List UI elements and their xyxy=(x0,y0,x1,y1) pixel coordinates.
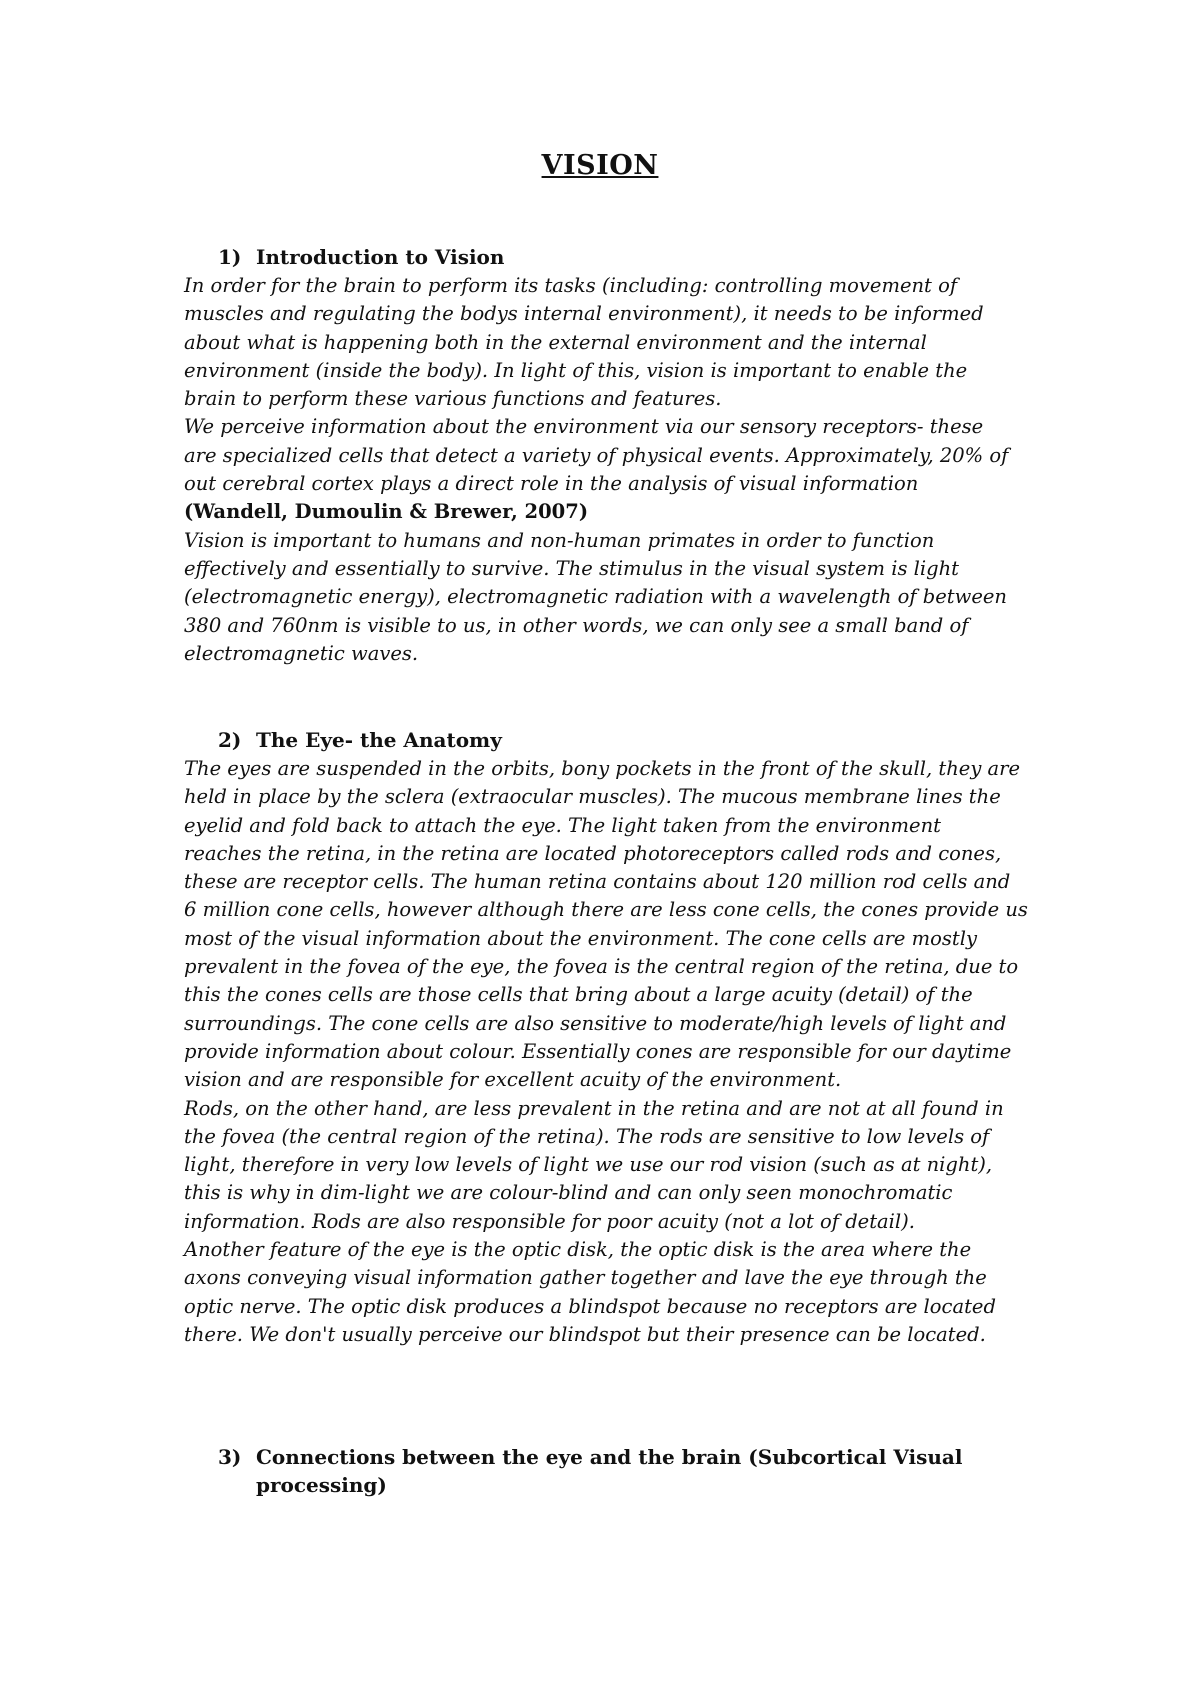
section-3-title-line-1: Connections between the eye and the brain (Subcortical Visual xyxy=(256,1445,963,1469)
body-line: are specialized cells that detect a variety of physical events. Approximately, 20% of xyxy=(184,443,1009,467)
body-line: electromagnetic waves. xyxy=(184,641,419,665)
body-line: information. Rods are also responsible for poor acuity (not a lot of detail). xyxy=(184,1209,915,1233)
section-3-number: 3) xyxy=(218,1445,242,1469)
section-1-title: Introduction to Vision xyxy=(256,245,505,269)
section-2-body xyxy=(184,755,1034,1349)
body-line: the fovea (the central region of the retina). The rods are sensitive to low levels of xyxy=(184,1124,990,1148)
body-line: about what is happening both in the external environment and the internal xyxy=(184,330,927,354)
body-line: environment (inside the body). In light of this, vision is important to enable the xyxy=(184,358,968,382)
section-2-number: 2) xyxy=(218,728,242,752)
body-line: brain to perform these various functions and features. xyxy=(184,387,722,411)
section-3-title-line-2: processing) xyxy=(256,1473,387,1497)
body-line: We perceive information about the environment via our sensory receptors- these xyxy=(184,415,984,439)
citation: (Wandell, Dumoulin & Brewer, 2007) xyxy=(184,500,589,524)
body-line: Another feature of the eye is the optic disk, the optic disk is the area where the xyxy=(184,1238,972,1262)
section-1-number: 1) xyxy=(218,245,242,269)
body-line: Rods, on the other hand, are less prevalent in the retina and are not at all found in xyxy=(184,1096,1004,1120)
body-line: out cerebral cortex plays a direct role in the analysis of visual information xyxy=(184,472,919,496)
body-line: Vision is important to humans and non-human primates in order to function xyxy=(184,528,935,552)
document-title: VISION xyxy=(541,150,659,181)
body-line: In order for the brain to perform its tasks (including: controlling movement of xyxy=(184,274,958,297)
body-line: held in place by the sclera (extraocular muscles). The mucous membrane lines the xyxy=(184,785,1001,809)
body-line: this the cones cells are those cells that bring about a large acuity (detail) of the xyxy=(184,983,973,1007)
body-line: provide information about colour. Essentially cones are responsible for our daytime xyxy=(184,1039,1012,1063)
section-2-title: The Eye- the Anatomy xyxy=(256,728,502,752)
body-line: axons conveying visual information gather together and lave the eye through the xyxy=(184,1266,987,1290)
body-line: this is why in dim-light we are colour-blind and can only seen monochromatic xyxy=(184,1181,953,1205)
body-line: light, therefore in very low levels of light we use our rod vision (such as at night), xyxy=(184,1153,993,1177)
body-line: muscles and regulating the bodys internal environment), it needs to be informed xyxy=(184,302,984,326)
body-line: 6 million cone cells, however although there are less cone cells, the cones provide us xyxy=(184,898,1028,922)
body-line: reaches the retina, in the retina are located photoreceptors called rods and cones, xyxy=(184,841,1002,865)
body-line: prevalent in the fovea of the eye, the fovea is the central region of the retina, due to xyxy=(184,955,1019,979)
body-line: surroundings. The cone cells are also sensitive to moderate/high levels of light and xyxy=(184,1011,1007,1035)
section-2-heading xyxy=(218,726,502,754)
body-line: most of the visual information about the environment. The cone cells are mostly xyxy=(184,926,977,950)
body-line: optic nerve. The optic disk produces a blindspot because no receptors are located xyxy=(184,1294,996,1318)
section-3-heading xyxy=(218,1443,978,1499)
body-line: vision and are responsible for excellent acuity of the environment. xyxy=(184,1068,842,1092)
body-line: The eyes are suspended in the orbits, bony pockets in the front of the skull, they are xyxy=(184,757,1021,780)
body-line: there. We don't usually perceive our blindspot but their presence can be located. xyxy=(184,1322,986,1346)
body-line: (electromagnetic energy), electromagnetic radiation with a wavelength of between xyxy=(184,585,1007,609)
body-line: effectively and essentially to survive. The stimulus in the visual system is light xyxy=(184,556,960,580)
section-1-body xyxy=(184,272,1034,668)
section-1-heading xyxy=(218,243,504,271)
body-line: eyelid and fold back to attach the eye. The light taken from the environment xyxy=(184,813,941,837)
body-line: these are receptor cells. The human retina contains about 120 million rod cells and xyxy=(184,870,1011,894)
body-line: 380 and 760nm is visible to us, in other words, we can only see a small band of xyxy=(184,613,969,637)
